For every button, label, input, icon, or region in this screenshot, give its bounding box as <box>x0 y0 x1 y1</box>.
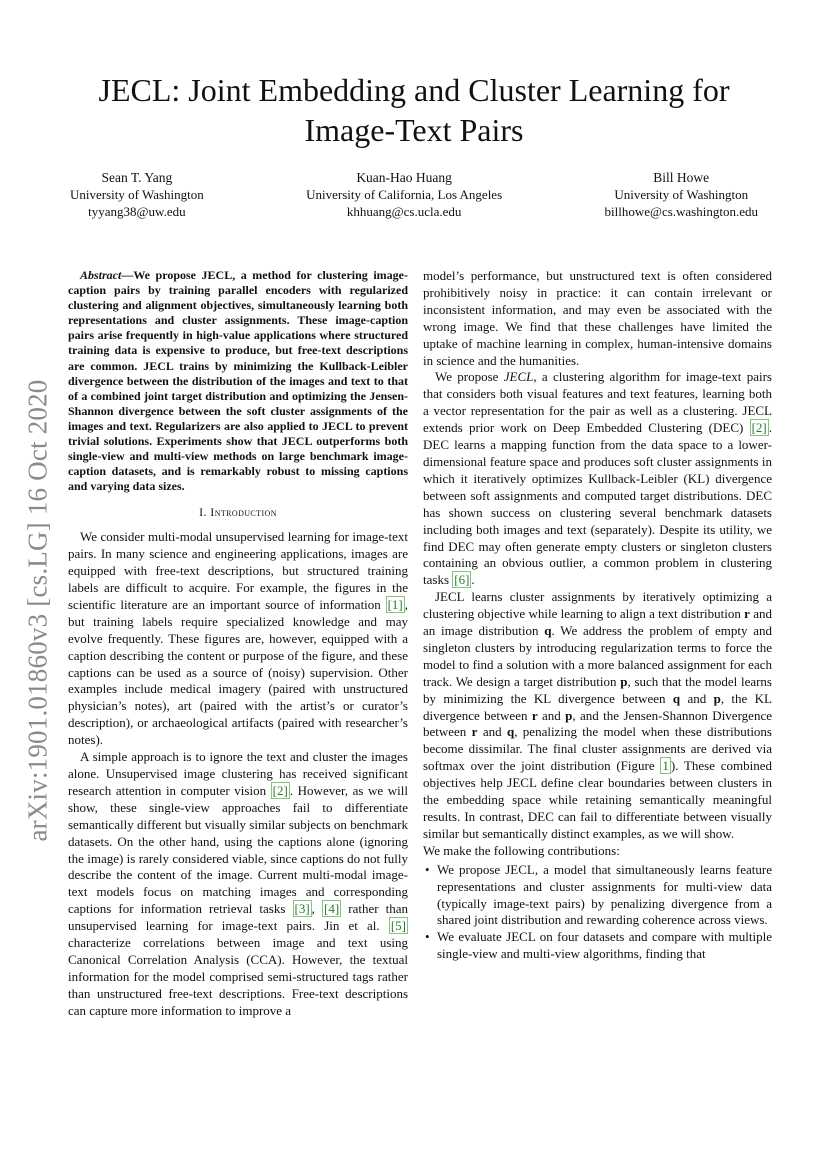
citation-link[interactable]: [1] <box>387 596 403 612</box>
math-symbol: q <box>544 623 552 639</box>
paragraph-text: , and the Jensen-Shannon Divergence between <box>423 707 772 740</box>
abstract-label: Abstract <box>80 268 122 282</box>
figure-reference-link[interactable]: 1 <box>662 758 669 774</box>
math-symbol: r <box>471 724 478 740</box>
paper-title: JECL: Joint Embedding and Cluster Learning for Image-Text Pairs <box>98 72 730 148</box>
intro-paragraph-4 <box>423 589 772 843</box>
paragraph-text: , the KL divergence between <box>423 690 772 723</box>
author-email: tyyang38@uw.edu <box>88 204 186 219</box>
math-symbol: q <box>506 724 515 740</box>
paragraph-text: , such that the model learns by minimizing the KL divergence between <box>423 673 772 706</box>
paragraph-text: . However, as we will show, these single-view approaches fail to differentiate semantically different but visually similar subjects on benchmark datasets. On the other hand, using the captions alone (ignoring the image) is rarely considered viable, since captions do not fully describe the content of the image. Current multi-modal image-text models focus on matching images and corresponding captions for information retrieval tasks <box>68 782 408 917</box>
author-name: Bill Howe <box>653 170 710 185</box>
author-affiliation: University of Washington <box>70 187 204 202</box>
paragraph-text: A simple approach is to ignore the text and cluster the images alone. Unsupervised image clustering has received significant research attention in computer vision <box>68 749 408 798</box>
left-column <box>68 268 408 1020</box>
paragraph-text: . <box>471 572 475 588</box>
contribution-item: • We evaluate JECL on four datasets and compare with multiple single-view and multi-view algorithms, finding that <box>423 929 772 963</box>
arxiv-identifier-text: arXiv:1901.01860v3 [cs.LG] 16 Oct 2020 <box>22 378 53 842</box>
paragraph-text: , penalizing the model when these distributions become dissimilar. The final cluster assignments are derived via softmax over the joint distribution (Figure <box>423 724 772 774</box>
paragraph-text: JECL learns cluster assignments by iteratively optimizing a clustering objective while learning to align a text distribution <box>423 589 772 622</box>
contributions-intro: We make the following contributions: <box>423 842 620 858</box>
paragraph-text: . DEC learns a mapping function from the data space to a lower-dimensional feature space and produces soft cluster assignments in which it iteratively optimizes Kullback-Leibler (KL) divergence between soft assignments and computed target distributions. DEC has shown success on clustering several benchmark datasets including both images and text (separately). Despite its utility, we find DEC may often generate empty clusters or singleton clusters containing an obvious outlier, a common problem in clustering tasks <box>423 420 772 588</box>
citation-link[interactable]: [3] <box>294 901 310 917</box>
paragraph-text: ). These combined objectives help JECL define clear boundaries between clusters in the embedding space while retaining semantically meaningful results. In contrast, DEC can fail to differentiate between visually similar but semantically distinct examples, as we will show. <box>423 758 772 841</box>
math-symbol: p <box>713 690 721 706</box>
method-name: JECL <box>503 369 534 385</box>
paragraph-text: rather than unsupervised learning for image-text pairs. Jin et al. <box>68 901 408 934</box>
math-symbol: p <box>620 673 628 689</box>
author-1 <box>70 169 204 220</box>
citation-link[interactable]: [2] <box>272 782 288 798</box>
abstract <box>68 268 408 494</box>
contributions-list <box>423 862 772 963</box>
author-name: Kuan-Hao Huang <box>356 170 452 185</box>
paragraph-text: and an image distribution <box>423 606 772 639</box>
intro-paragraph-1 <box>68 529 408 749</box>
paragraph-text: , <box>311 901 322 917</box>
paragraph-text: and <box>537 707 566 723</box>
citation-link[interactable]: [2] <box>751 420 767 436</box>
author-2 <box>306 169 502 220</box>
math-symbol: p <box>565 707 573 723</box>
author-affiliation: University of California, Los Angeles <box>306 187 503 202</box>
author-3 <box>604 169 758 220</box>
author-name: Sean T. Yang <box>101 170 173 185</box>
author-affiliation: University of Washington <box>614 187 749 202</box>
math-symbol: r <box>531 707 538 723</box>
math-symbol: q <box>672 690 681 706</box>
section-heading-introduction: I. Introduction <box>199 505 277 520</box>
math-symbol: r <box>744 606 750 622</box>
paragraph-text: We consider multi-modal unsupervised learning for image-text pairs. In many science and engineering applications, images are equipped with free-text descriptions, but structured training labels are difficult to acquire. For example, the figures in the scientific literature are an important source of information <box>68 529 408 612</box>
author-email: billhowe@cs.washington.edu <box>604 204 758 219</box>
citation-link[interactable]: [6] <box>454 572 470 588</box>
intro-paragraph-2 <box>68 749 408 1020</box>
abstract-text: —We propose JECL, a method for clustering image-caption pairs by training parallel encoders with regularized clustering and alignment objectives, simultaneously learning both representations and cluster assignments. These image-caption pairs arise frequently in high-value applications where structured training data is expensive to produce, but free-text descriptions are common. JECL trains by minimizing the Kullback-Leibler divergence between the distribution of the images and text to that of a combined joint target distribution and optimizing the Jensen-Shannon divergence between the soft cluster assignments of the images and text. Regularizers are also applied to JECL to prevent trivial solutions. Experiments show that JECL outperforms both single-view and multi-view methods on large benchmark image-caption datasets, and is remarkably robust to missing captions and varying data sizes. <box>68 268 408 494</box>
paragraph-text: We propose <box>435 369 504 385</box>
author-block <box>70 169 758 220</box>
paragraph-text: characterize correlations between image and text using Canonical Correlation Analysis (CCA). However, the textual information for the model comprised semi-structured tags rather than unstructured free-text descriptions. Free-text descriptions can capture more information to improve a <box>68 935 408 1018</box>
paragraph-text: and <box>477 724 507 740</box>
right-column <box>423 268 772 963</box>
arxiv-identifier <box>20 365 56 855</box>
paragraph-text: , but training labels require specialized knowledge and may evolve frequently. These figures are, however, equipped with a caption describing the content or purpose of the figure, and these captions can be used as a source of (noisy) supervision. Other examples include medical imagery (paired with unstructured physician’s notes), art (paired with the artist’s or curator’s description), or archaeological artifacts (paired with researcher’s notes). <box>68 596 408 748</box>
citation-link[interactable]: [4] <box>324 901 340 917</box>
contribution-item: • We propose JECL, a model that simultaneously learns feature representations and cluster assignments for multi-view data (typically image-text pairs) by penalizing divergence from a shared joint distribution and rewarding coherence across views. <box>423 862 772 930</box>
paragraph-text: and <box>680 690 714 706</box>
intro-paragraph-continued: model’s performance, but unstructured text is often considered prohibitively noisy in practice: it can contain irrelevant or inconsistent information, and may even be associated with the wrong image. We find that these challenges have limited the uptake of machine learning in complex, human-intensive domains in science and the humanities. <box>423 268 772 368</box>
author-email: khhuang@cs.ucla.edu <box>346 204 462 219</box>
paragraph-text: . We address the problem of empty and singleton clusters by introducing regularization terms to force the model to find a solution with a more balanced assignment for each track. We design a target distribution <box>423 623 772 689</box>
citation-link[interactable]: [5] <box>390 918 406 934</box>
intro-paragraph-3 <box>423 369 772 589</box>
paragraph-text: , a clustering algorithm for image-text pairs that considers both visual features and text features, learning both a vector representation for the pair as well as a clustering. JECL extends prior work on Deep Embedded Clustering (DEC) <box>423 369 772 436</box>
